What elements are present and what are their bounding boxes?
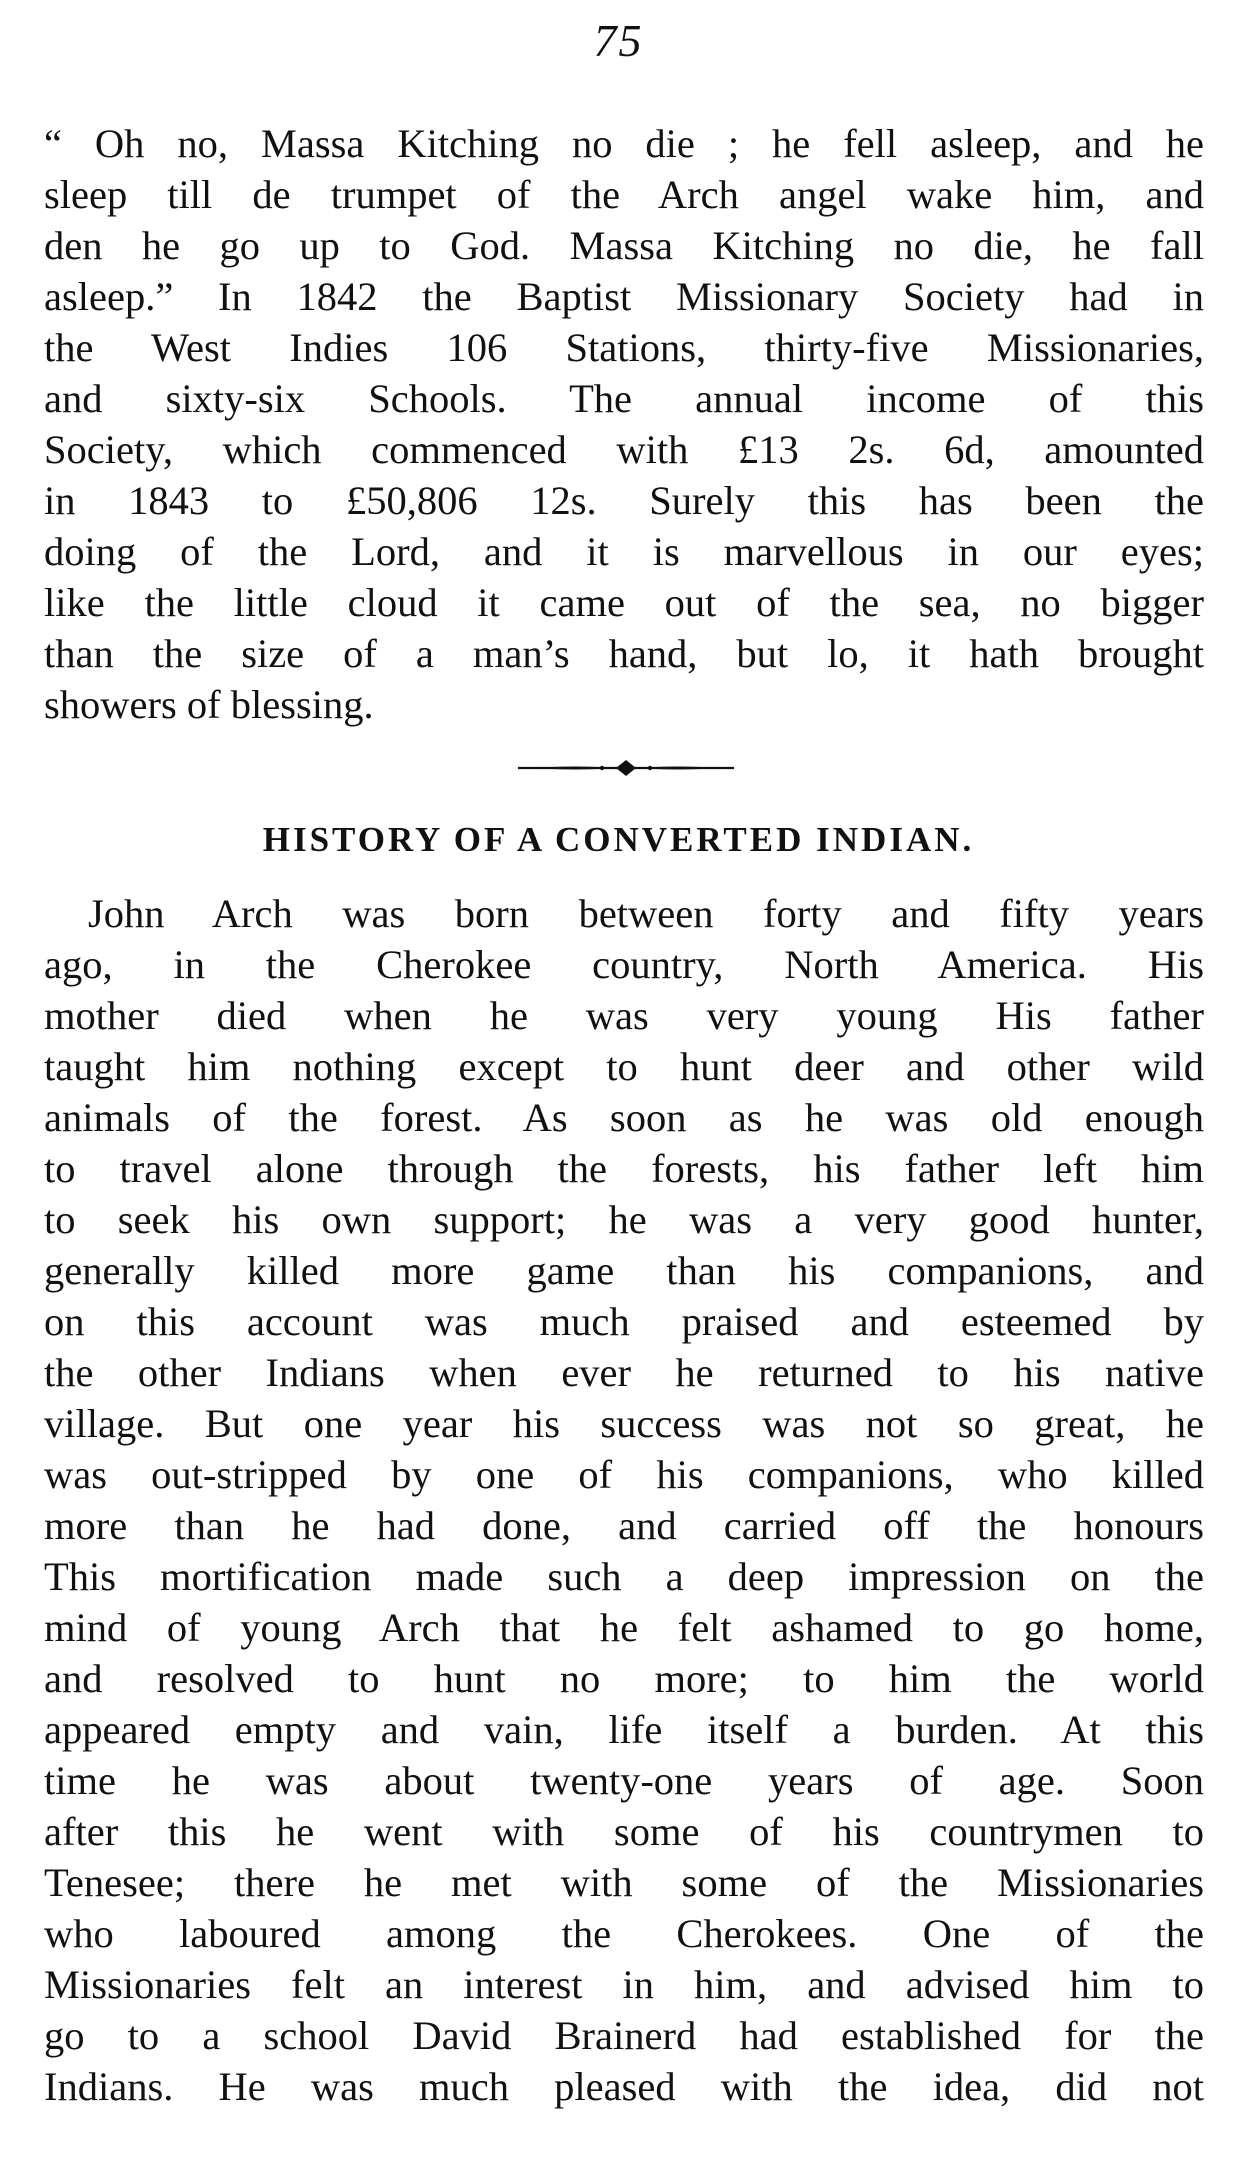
text-line: to travel alone through the forests, his father left him: [44, 1146, 1204, 1191]
text-line: taught him nothing except to hunt deer and other wild: [44, 1044, 1204, 1089]
text-line: the West Indies 106 Stations, thirty-five Missionaries,: [44, 325, 1204, 370]
text-line: ago, in the Cherokee country, North America. His: [44, 942, 1204, 987]
text-line: in 1843 to £50,806 12s. Surely this has been the: [44, 478, 1204, 523]
section-heading: HISTORY OF A CONVERTED INDIAN.: [262, 820, 975, 859]
text-line: John Arch was born between forty and fifty years: [88, 891, 1204, 936]
text-line: doing of the Lord, and it is marvellous in our eyes;: [44, 529, 1204, 574]
text-line: who laboured among the Cherokees. One of the: [44, 1911, 1204, 1956]
text-line: like the little cloud it came out of the sea, no bigger: [44, 580, 1204, 625]
text-line: sleep till de trumpet of the Arch angel wake him, and: [44, 172, 1204, 217]
text-line: asleep.” In 1842 the Baptist Missionary Society had in: [44, 274, 1204, 319]
text-line: on this account was much praised and esteemed by: [44, 1299, 1204, 1344]
text-line: appeared empty and vain, life itself a burden. At this: [44, 1707, 1204, 1752]
text-line: Tenesee; there he met with some of the Missionaries: [44, 1860, 1204, 1905]
paragraph-converted-indian: [44, 888, 1204, 2112]
text-line: This mortification made such a deep impression on the: [44, 1554, 1204, 1599]
text-line: den he go up to God. Massa Kitching no die, he fall: [44, 223, 1204, 268]
text-line: and sixty-six Schools. The annual income of this: [44, 376, 1204, 421]
text-line: the other Indians when ever he returned to his native: [44, 1350, 1204, 1395]
text-line: animals of the forest. As soon as he was old enough: [44, 1095, 1204, 1140]
text-line: “ Oh no, Massa Kitching no die ; he fell asleep, and he: [44, 121, 1204, 166]
paragraph-baptist-missionary-society: [44, 118, 1204, 730]
text-line: more than he had done, and carried off the honours: [44, 1503, 1204, 1548]
text-line: village. But one year his success was not so great, he: [44, 1401, 1204, 1446]
text-line: after this he went with some of his countrymen to: [44, 1809, 1204, 1854]
text-line: generally killed more game than his companions, and: [44, 1248, 1204, 1293]
text-line: go to a school David Brainerd had established for the: [44, 2013, 1204, 2058]
text-line: mind of young Arch that he felt ashamed to go home,: [44, 1605, 1204, 1650]
section-divider-ornament: [516, 756, 736, 780]
text-line: to seek his own support; he was a very good hunter,: [44, 1197, 1204, 1242]
page-number: 75: [593, 15, 644, 66]
text-line: mother died when he was very young His father: [44, 993, 1204, 1038]
text-line: and resolved to hunt no more; to him the world: [44, 1656, 1204, 1701]
text-line: showers of blessing.: [44, 682, 374, 727]
text-line: Indians. He was much pleased with the idea, did not: [44, 2064, 1204, 2109]
text-line: time he was about twenty-one years of age. Soon: [44, 1758, 1204, 1803]
text-line: was out-stripped by one of his companions, who killed: [44, 1452, 1204, 1497]
text-line: Society, which commenced with £13 2s. 6d, amounted: [44, 427, 1204, 472]
text-line: Missionaries felt an interest in him, and advised him to: [44, 1962, 1204, 2007]
text-line: than the size of a man’s hand, but lo, it hath brought: [44, 631, 1204, 676]
